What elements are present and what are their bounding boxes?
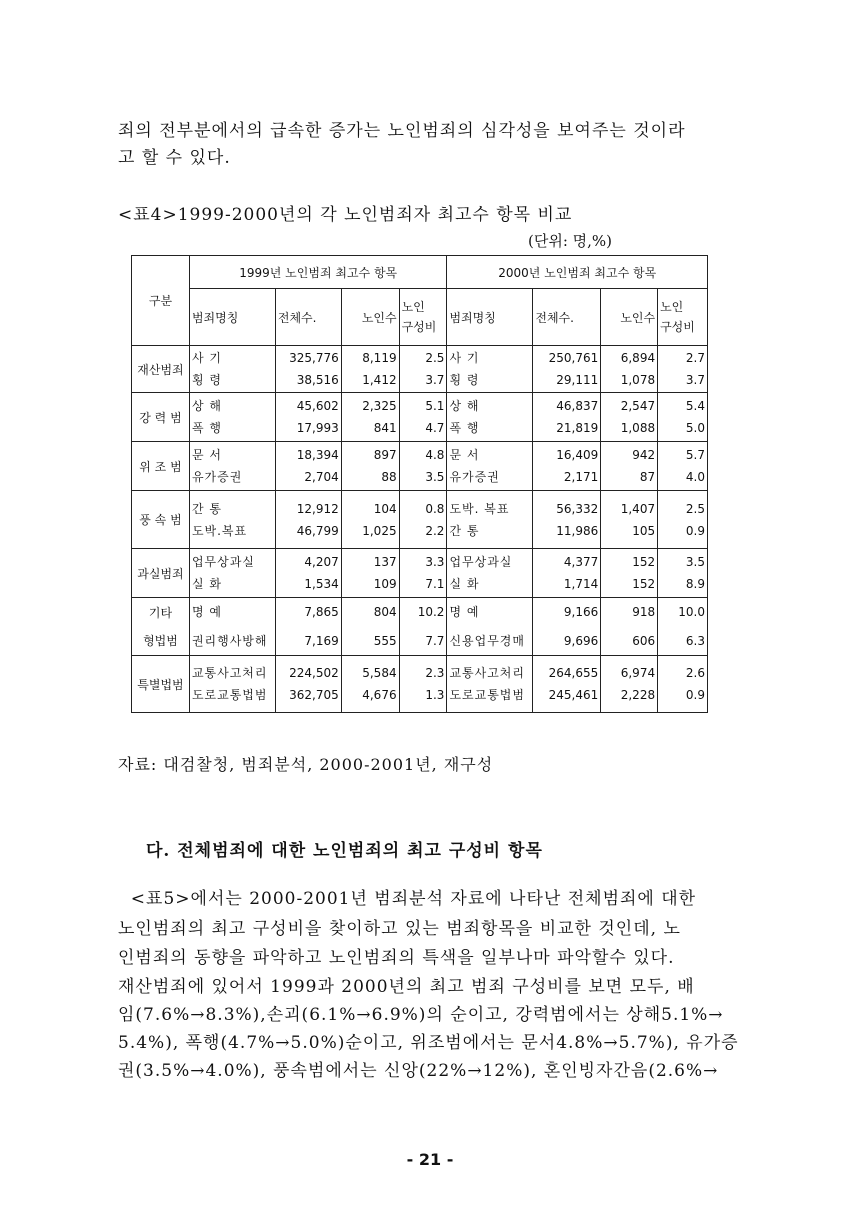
value-cell <box>341 393 399 442</box>
cell-line: 1,534 <box>304 577 339 591</box>
cell-line: 264,655 <box>548 666 599 680</box>
cell-line: 12,912 <box>296 501 339 516</box>
crime-name-cell <box>189 393 275 442</box>
cell-line: 7,865 <box>304 605 339 620</box>
crime-name-cell <box>189 346 275 393</box>
cell-line: 문 서 <box>191 448 222 462</box>
crime-name-cell <box>189 656 275 713</box>
cell-line: 109 <box>373 577 397 591</box>
crime-table <box>131 255 708 713</box>
value-cell <box>658 393 708 442</box>
cell-line: 명 예 <box>449 605 480 620</box>
col-header-ratio-top: 노인 <box>401 300 425 314</box>
col-header-elder: 노인수 <box>341 289 399 346</box>
cell-line: 3.7 <box>425 373 445 387</box>
value-cell <box>399 627 447 656</box>
value-cell <box>658 346 708 393</box>
body-line: 권(3.5%→4.0%), 풍속범에서는 신앙(22%→12%), 혼인빙자간음(2.6%→ <box>118 1061 719 1081</box>
cell-line: 45,602 <box>296 399 339 413</box>
cell-line: 104 <box>373 501 397 516</box>
col-header-ratio-2000-bottom: 구성비 <box>660 320 695 334</box>
cell-line: 841 <box>373 421 397 435</box>
cell-line: 2,171 <box>563 470 599 484</box>
cell-line: 도로교통법범 <box>191 688 268 702</box>
cell-line: 2.5 <box>685 501 705 516</box>
cell-line: 245,461 <box>548 688 599 702</box>
cell-line: 16,409 <box>556 448 599 462</box>
col-header-name-2000: 범죄명칭 <box>447 289 533 346</box>
cell-line: 224,502 <box>289 666 339 680</box>
crime-name-cell <box>189 598 275 627</box>
col-header-name: 범죄명칭 <box>189 289 275 346</box>
table-row <box>132 346 708 393</box>
value-cell <box>533 393 601 442</box>
cell-line: 606 <box>632 633 656 648</box>
table-row <box>132 491 708 549</box>
cell-line: 3.5 <box>685 555 705 569</box>
cell-line: 137 <box>373 555 397 569</box>
cell-line: 11,986 <box>556 523 599 538</box>
crime-name-cell <box>189 442 275 491</box>
value-cell <box>533 346 601 393</box>
cell-line: 1,088 <box>620 421 656 435</box>
cell-line: 804 <box>373 605 397 620</box>
cell-line: 폭 행 <box>449 421 480 435</box>
cell-line: 7,169 <box>304 633 339 648</box>
cell-line: 1.3 <box>425 688 445 702</box>
cell-line: 29,111 <box>556 373 599 387</box>
value-cell <box>533 656 601 713</box>
crime-name-cell <box>189 549 275 598</box>
cell-line: 8,119 <box>362 351 397 365</box>
cell-line: 2.7 <box>685 351 705 365</box>
cell-line: 918 <box>632 605 656 620</box>
cell-line: 폭 행 <box>191 421 222 435</box>
body-line: 재산범죄에 있어서 1999과 2000년의 최고 범죄 구성비를 보면 모두, 배 <box>118 977 695 997</box>
value-cell <box>341 491 399 549</box>
cell-line: 942 <box>632 448 656 462</box>
value-cell <box>275 549 341 598</box>
body-line: 임(7.6%→8.3%),손괴(6.1%→6.9%)의 순이고, 강력범에서는 상해5.1%→ <box>118 1005 724 1025</box>
value-cell <box>533 549 601 598</box>
value-cell <box>275 346 341 393</box>
cell-line: 0.9 <box>685 688 705 702</box>
cell-line: 5.4 <box>685 399 705 413</box>
table-row <box>132 393 708 442</box>
cell-line: 152 <box>632 555 656 569</box>
value-cell <box>658 442 708 491</box>
cell-line: 4.0 <box>685 470 705 484</box>
intro-line-2: 고 할 수 있다. <box>118 148 231 168</box>
cell-line: 업무상과실 <box>449 555 513 569</box>
value-cell <box>275 598 341 627</box>
value-cell <box>275 656 341 713</box>
span-header-1999: 1999년 노인범죄 최고수 항목 <box>189 256 447 289</box>
span-header-2000: 2000년 노인범죄 최고수 항목 <box>447 256 708 289</box>
table-caption: <표4>1999-2000년의 각 노인범죄자 최고수 항목 비교 <box>118 205 573 225</box>
cell-line: 87 <box>639 470 656 484</box>
value-cell <box>658 656 708 713</box>
cell-line: 2,704 <box>304 470 339 484</box>
cell-line: 5,584 <box>362 666 397 680</box>
cell-line: 897 <box>373 448 397 462</box>
cell-line: 2.5 <box>425 351 445 365</box>
col-header-ratio-2000 <box>658 289 708 346</box>
cell-line: 도로교통법범 <box>449 688 525 702</box>
body-line: 노인범죄의 최고 구성비을 찾이하고 있는 범죄항목을 비교한 것인데, 노 <box>118 919 681 939</box>
cell-line: 4.8 <box>425 448 445 462</box>
cell-line: 2.6 <box>685 666 705 680</box>
value-cell <box>341 627 399 656</box>
value-cell <box>658 627 708 656</box>
cell-line: 6,894 <box>620 351 656 365</box>
col-header-ratio-bottom: 구성비 <box>401 320 437 334</box>
cell-line: 권리행사방해 <box>191 633 268 648</box>
cell-line: 4,207 <box>304 555 339 569</box>
table-row <box>132 442 708 491</box>
crime-name-cell <box>189 627 275 656</box>
cell-line: 9,696 <box>563 633 599 648</box>
cell-line: 88 <box>381 470 397 484</box>
row-category: 위 조 범 <box>132 442 190 491</box>
cell-line: 3.7 <box>685 373 705 387</box>
row-category: 과실범죄 <box>132 549 190 598</box>
cell-line: 1,078 <box>620 373 656 387</box>
cell-line: 105 <box>632 523 656 538</box>
value-cell <box>533 598 601 627</box>
value-cell <box>399 656 447 713</box>
cell-line: 1,412 <box>362 373 397 387</box>
cell-line: 1,714 <box>563 577 599 591</box>
value-cell <box>341 346 399 393</box>
cell-line: 실 화 <box>449 577 480 591</box>
value-cell <box>341 442 399 491</box>
cell-line: 2.2 <box>425 523 445 538</box>
cell-line: 교통사고처리 <box>191 666 268 680</box>
cell-line: 5.0 <box>685 421 705 435</box>
cell-line: 4,377 <box>563 555 599 569</box>
cell-line: 56,332 <box>556 501 599 516</box>
value-cell <box>341 598 399 627</box>
value-cell <box>399 442 447 491</box>
col-header-total: 전체수. <box>275 289 341 346</box>
cell-line: 4.7 <box>425 421 445 435</box>
cell-line: 152 <box>632 577 656 591</box>
crime-name-cell <box>447 598 533 627</box>
value-cell <box>601 549 658 598</box>
cell-line: 3.5 <box>425 470 445 484</box>
cell-line: 실 화 <box>191 577 222 591</box>
body-line: <표5>에서는 2000-2001년 범죄분석 자료에 나타난 전체범죄에 대한 <box>118 889 697 909</box>
body-line: 인범죄의 동향을 파악하고 노인범죄의 특색을 일부나마 파악할수 있다. <box>118 948 675 968</box>
crime-name-cell <box>447 627 533 656</box>
cell-line: 10.0 <box>678 605 705 620</box>
row-category: 강 력 범 <box>132 393 190 442</box>
cell-line: 5.1 <box>425 399 445 413</box>
value-cell <box>658 549 708 598</box>
cell-line: 횡 령 <box>191 373 222 387</box>
cell-line: 도박.복표 <box>191 523 248 538</box>
value-cell <box>399 491 447 549</box>
value-cell <box>399 598 447 627</box>
row-category: 기타 <box>132 598 190 627</box>
cell-line: 325,776 <box>289 351 339 365</box>
cell-line: 7.1 <box>425 577 445 591</box>
cell-line: 38,516 <box>296 373 339 387</box>
value-cell <box>601 598 658 627</box>
page-number: - 21 - <box>406 1150 454 1169</box>
value-cell <box>399 549 447 598</box>
value-cell <box>533 627 601 656</box>
row-category: 풍 속 범 <box>132 491 190 549</box>
cell-line: 간 통 <box>191 501 222 516</box>
cell-line: 사 기 <box>191 351 222 365</box>
cell-line: 5.7 <box>685 448 705 462</box>
cell-line: 7.7 <box>425 633 445 648</box>
cell-line: 6,974 <box>620 666 656 680</box>
cell-line: 도박. 복표 <box>449 501 510 516</box>
cell-line: 문 서 <box>449 448 480 462</box>
cell-line: 2,228 <box>620 688 656 702</box>
group-header: 구분 <box>132 256 190 346</box>
cell-line: 사 기 <box>449 351 480 365</box>
cell-line: 1,407 <box>620 501 656 516</box>
cell-line: 2,325 <box>362 399 397 413</box>
crime-name-cell <box>447 491 533 549</box>
cell-line: 21,819 <box>556 421 599 435</box>
row-category: 특별법범 <box>132 656 190 713</box>
cell-line: 신용업무경매 <box>449 633 525 648</box>
value-cell <box>658 491 708 549</box>
table-row <box>132 598 708 627</box>
row-category: 형법범 <box>132 627 190 656</box>
value-cell <box>658 598 708 627</box>
table-body <box>132 346 708 713</box>
value-cell <box>341 656 399 713</box>
cell-line: 250,761 <box>548 351 599 365</box>
cell-line: 4,676 <box>362 688 397 702</box>
cell-line: 횡 령 <box>449 373 480 387</box>
value-cell <box>601 346 658 393</box>
value-cell <box>275 627 341 656</box>
table-unit: (단위: 명,%) <box>528 232 613 250</box>
table-row <box>132 549 708 598</box>
cell-line: 2.3 <box>425 666 445 680</box>
cell-line: 46,799 <box>296 523 339 538</box>
row-category: 재산범죄 <box>132 346 190 393</box>
value-cell <box>533 491 601 549</box>
cell-line: 18,394 <box>296 448 339 462</box>
value-cell <box>601 393 658 442</box>
cell-line: 9,166 <box>563 605 599 620</box>
col-header-elder-2000: 노인수 <box>601 289 658 346</box>
cell-line: 업무상과실 <box>191 555 255 569</box>
col-header-ratio <box>399 289 447 346</box>
cell-line: 유가증권 <box>449 470 500 484</box>
value-cell <box>399 393 447 442</box>
value-cell <box>275 442 341 491</box>
crime-name-cell <box>189 491 275 549</box>
cell-line: 3.3 <box>425 555 445 569</box>
value-cell <box>341 549 399 598</box>
table-row <box>132 627 708 656</box>
cell-line: 10.2 <box>417 605 445 620</box>
cell-line: 명 예 <box>191 605 222 620</box>
section-heading: 다. 전체범죄에 대한 노인범죄의 최고 구성비 항목 <box>146 841 543 861</box>
body-line: 5.4%), 폭행(4.7%→5.0%)순이고, 위조범에서는 문서4.8%→5.7%), 유가증 <box>118 1033 739 1053</box>
intro-line-1: 죄의 전부분에서의 급속한 증가는 노인범죄의 심각성을 보여주는 것이라 <box>118 121 686 141</box>
crime-name-cell <box>447 549 533 598</box>
cell-line: 362,705 <box>289 688 339 702</box>
cell-line: 0.9 <box>685 523 705 538</box>
cell-line: 555 <box>373 633 397 648</box>
cell-line: 교통사고처리 <box>449 666 525 680</box>
value-cell <box>601 656 658 713</box>
cell-line: 46,837 <box>556 399 599 413</box>
value-cell <box>275 393 341 442</box>
cell-line: 0.8 <box>425 501 445 516</box>
source-note: 자료: 대검찰청, 범죄분석, 2000-2001년, 재구성 <box>118 755 494 774</box>
cell-line: 2,547 <box>620 399 656 413</box>
value-cell <box>601 627 658 656</box>
value-cell <box>601 442 658 491</box>
value-cell <box>275 491 341 549</box>
cell-line: 상 해 <box>191 399 222 413</box>
value-cell <box>399 346 447 393</box>
col-header-ratio-2000-top: 노인 <box>660 300 684 314</box>
value-cell <box>601 491 658 549</box>
cell-line: 간 통 <box>449 523 480 538</box>
crime-name-cell <box>447 656 533 713</box>
cell-line: 8.9 <box>685 577 705 591</box>
col-header-total-2000: 전체수. <box>533 289 601 346</box>
cell-line: 상 해 <box>449 399 480 413</box>
crime-name-cell <box>447 442 533 491</box>
cell-line: 6.3 <box>685 633 705 648</box>
cell-line: 1,025 <box>362 523 397 538</box>
table-row <box>132 656 708 713</box>
crime-name-cell <box>447 393 533 442</box>
value-cell <box>533 442 601 491</box>
cell-line: 유가증권 <box>191 470 243 484</box>
cell-line: 17,993 <box>296 421 339 435</box>
crime-name-cell <box>447 346 533 393</box>
